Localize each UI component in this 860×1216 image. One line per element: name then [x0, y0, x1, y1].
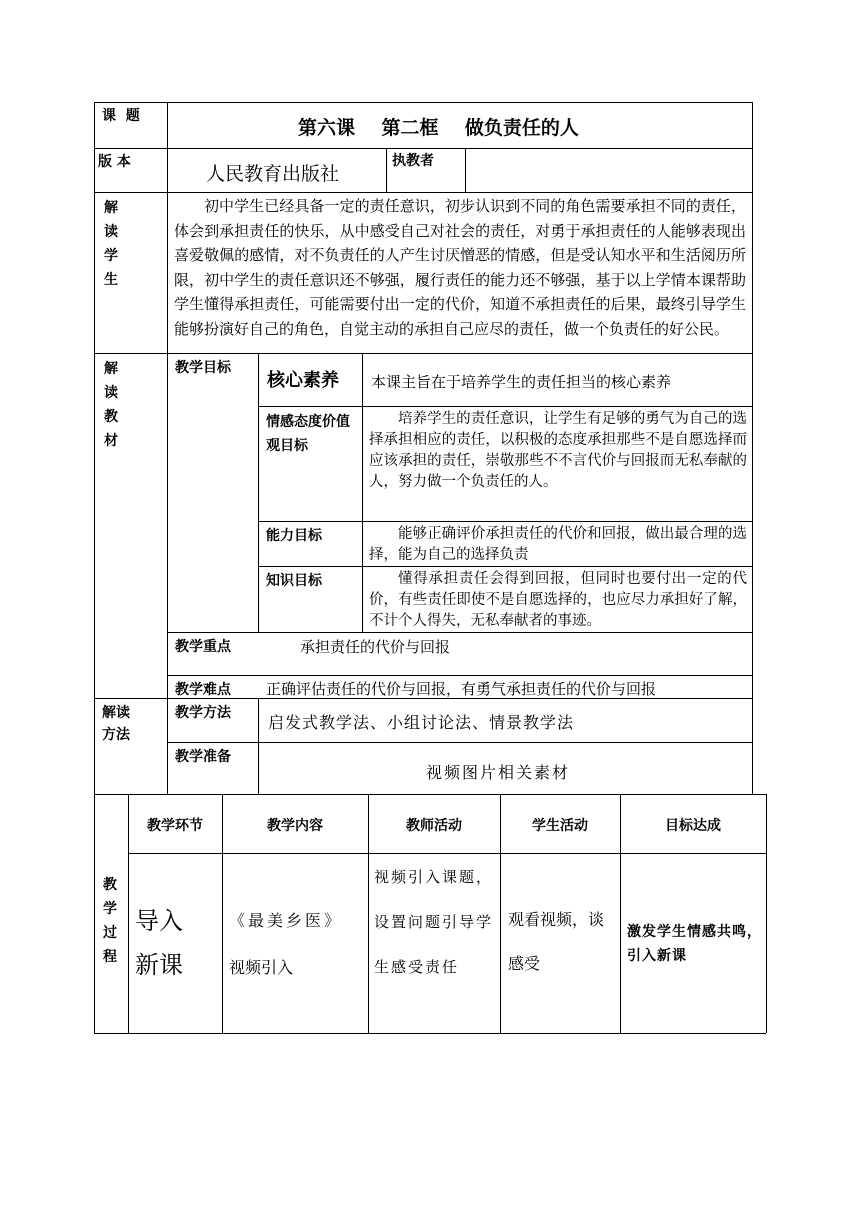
students-label: 解读学生 — [104, 200, 118, 288]
content-sub: 视频引入 — [229, 958, 294, 977]
rule — [94, 794, 95, 1033]
student-activity: 观看视频，谈感受 — [508, 910, 605, 973]
edition-label: 版 本 — [98, 154, 131, 170]
textbook-label: 解读教材 — [104, 361, 118, 449]
header-stage: 教学环节 — [147, 818, 203, 834]
prep-text: 视频图片相关素材 — [426, 763, 571, 782]
rule — [167, 102, 168, 794]
rule — [128, 853, 766, 854]
lesson-title: 第六课 第二框 做负责任的人 — [298, 117, 579, 139]
prep-label: 教学准备 — [175, 749, 231, 765]
rule — [94, 353, 752, 354]
key-label: 教学重点 — [175, 639, 231, 655]
header-student: 学生活动 — [532, 818, 588, 834]
rule — [362, 353, 363, 632]
method-text: 启发式教学法、小组讨论法、情景教学法 — [268, 713, 575, 732]
goals-label: 教学目标 — [175, 360, 231, 376]
method-section-label: 解读方法 — [102, 705, 130, 743]
subject-label: 课 题 — [102, 108, 140, 124]
header-teacher: 教师活动 — [406, 818, 462, 834]
rule — [258, 353, 259, 632]
header-goal: 目标达成 — [665, 818, 721, 834]
rule — [94, 148, 752, 149]
rule — [94, 102, 95, 794]
ability-label: 能力目标 — [266, 528, 322, 544]
teacher-activity: 视频引入课题，设置问题引导学生感受责任 — [374, 868, 494, 976]
rule — [258, 566, 752, 567]
rule — [167, 632, 752, 633]
difficult-label: 教学难点 — [175, 682, 231, 698]
core-text: 本课主旨在于培养学生的责任担当的核心素养 — [371, 373, 672, 391]
key-text: 承担责任的代价与回报 — [300, 638, 451, 656]
publisher: 人民教育出版社 — [206, 163, 340, 185]
core-label: 核心素养 — [267, 370, 339, 391]
rule — [94, 192, 752, 193]
process-label: 教学过程 — [103, 877, 117, 965]
rule — [94, 102, 752, 103]
header-content: 教学内容 — [267, 818, 323, 834]
content-title: 《最美乡医》 — [229, 911, 344, 930]
rule — [752, 102, 753, 794]
rule — [386, 148, 387, 192]
difficult-text: 正确评估责任的代价与回报，有勇气承担责任的代价与回报 — [266, 680, 657, 698]
teacher-label: 执教者 — [392, 153, 434, 169]
knowledge-label: 知识目标 — [266, 573, 322, 589]
students-text: 初中学生已经具备一定的责任意识，初步认识到不同的角色需要承担不同的责任，体会到承担责任的快乐，从中感受自己对社会的责任，对勇于承担责任的人能够表现出喜爱敬佩的感情，对不负责任的人产生讨厌憎恶的情感，但是受认知水平和生活阅历所限，初中学生的责任意识还不够强，履行责任的能力还不够强，基于以上学情本课帮助学生懂得承担责任，可能需要付出一定的代价，知道不承担责任的后果，最终引导学生能够扮演好自己的角色，自觉主动的承担自己应尽的责任，做一个负责任的好公民。 — [174, 197, 746, 338]
rule — [258, 698, 259, 794]
knowledge-text: 懂得承担责任会得到回报，但同时也要付出一定的代价，有些责任即使不是自愿选择的，也应尽力承担好了解，不计个人得失，无私奉献者的事迹。 — [369, 571, 747, 629]
ability-text: 能够正确评价承担责任的代价和回报，做出最合理的选择，能为自己的选择负责 — [369, 526, 747, 563]
rule — [766, 794, 767, 1033]
rule — [167, 675, 752, 676]
rule — [258, 406, 752, 407]
rule — [465, 148, 466, 192]
method-label: 教学方法 — [175, 705, 231, 721]
rule — [94, 794, 766, 795]
rule — [94, 1033, 766, 1034]
rule — [167, 742, 752, 743]
emotion-text: 培养学生的责任意识，让学生有足够的勇气为自己的选择承担相应的责任，以积极的态度承担那些不是自愿选择而应该承担的责任，崇敬那些不不言代价与回报而无私奉献的人，努力做一个负责任的人。 — [369, 411, 747, 490]
goal-cell: 激发学生情感共鸣，引入新课 — [627, 924, 762, 964]
rule — [258, 521, 752, 522]
stage-cell: 导入新课 — [135, 907, 183, 979]
emotion-label: 情感态度价值观目标 — [266, 414, 350, 454]
